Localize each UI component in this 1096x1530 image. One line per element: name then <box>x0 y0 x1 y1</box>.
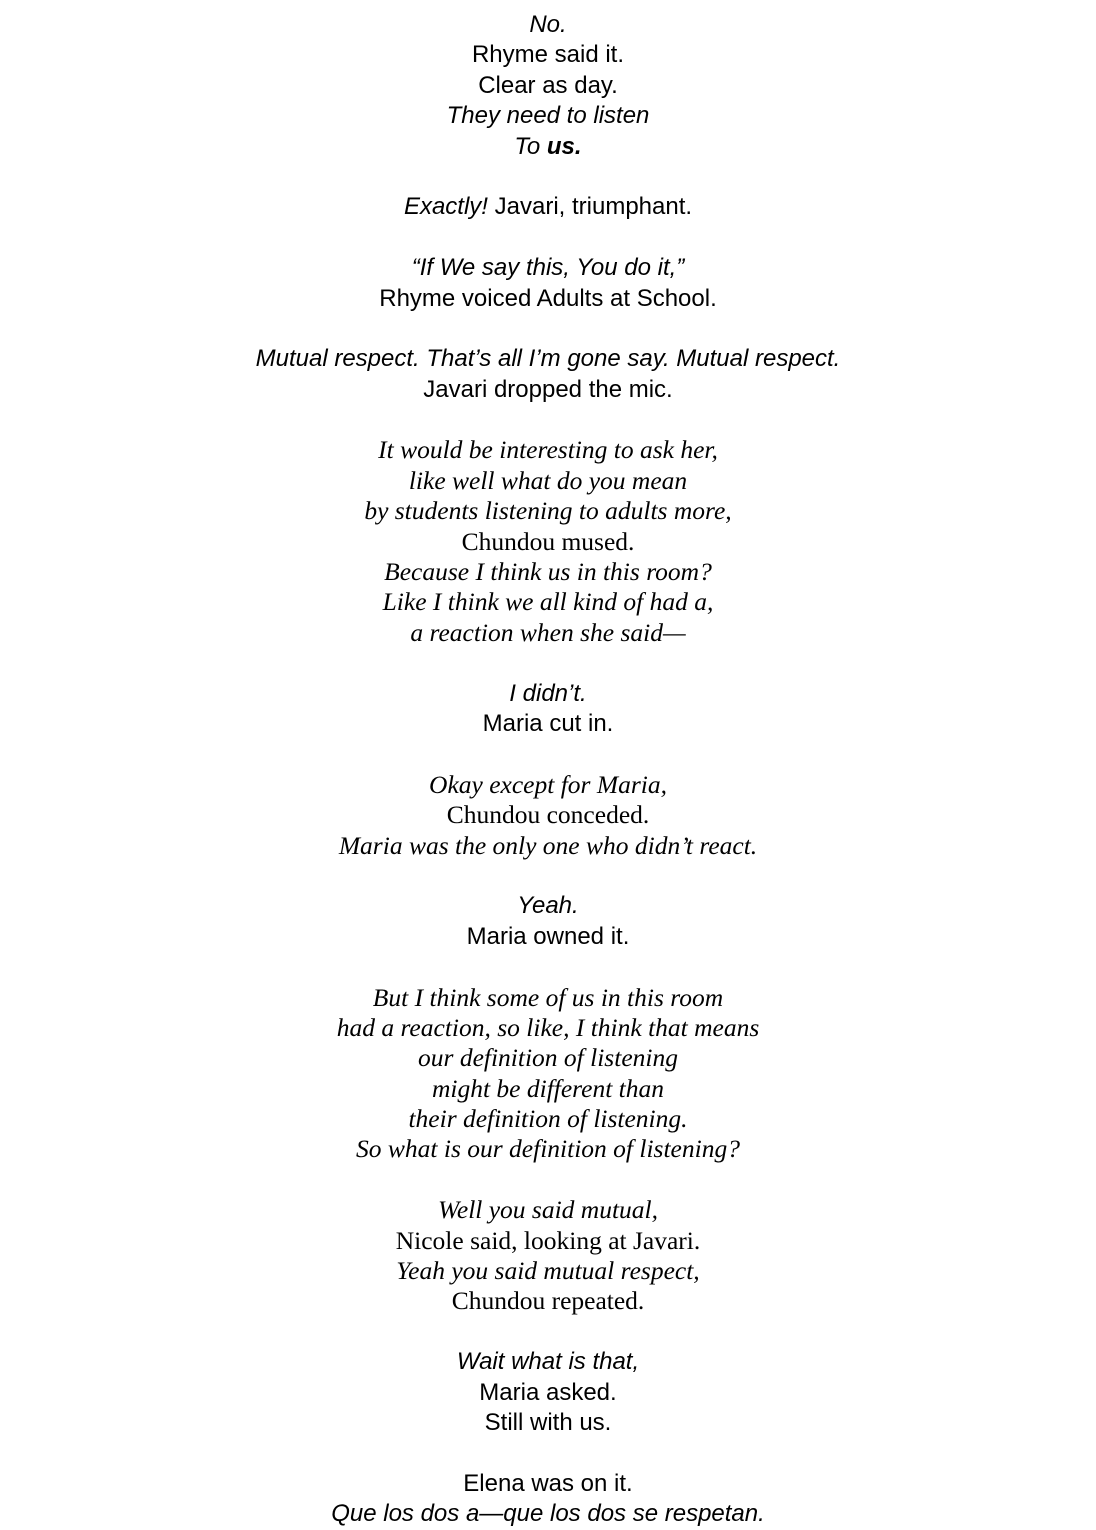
poem-line <box>0 891 1096 921</box>
poem-line <box>0 587 1096 617</box>
poem-line <box>0 1134 1096 1164</box>
poem-line <box>0 132 1096 162</box>
poem-line <box>0 344 1096 374</box>
poem-line <box>0 800 1096 830</box>
line-segment: They need to listen <box>446 102 650 130</box>
stanza <box>0 1469 1096 1530</box>
line-segment: Well you said mutual, <box>437 1195 659 1225</box>
line-segment: Chundou repeated. <box>451 1286 645 1316</box>
line-segment: by students listening to adults more, <box>364 496 732 526</box>
stanza <box>0 770 1096 861</box>
line-segment: “If We say this, You do it,” <box>411 254 685 282</box>
poem-line <box>0 101 1096 131</box>
line-segment: Yeah. <box>517 892 579 920</box>
line-segment: their definition of listening. <box>408 1104 688 1134</box>
line-segment: Javari, triumphant. <box>487 193 693 221</box>
stanza <box>0 679 1096 740</box>
poem-line <box>0 1408 1096 1438</box>
line-segment: Elena was on it. <box>463 1469 633 1497</box>
poem-line <box>0 1074 1096 1104</box>
poem-line <box>0 831 1096 861</box>
stanza <box>0 192 1096 222</box>
line-segment: No. <box>529 11 567 38</box>
line-segment: It would be interesting to ask her, <box>378 435 718 465</box>
poem-line <box>0 466 1096 496</box>
line-segment: our definition of listening <box>418 1043 678 1073</box>
stanza <box>0 10 1096 162</box>
poem-line <box>0 40 1096 70</box>
line-segment: Exactly! <box>403 193 488 221</box>
poem-line <box>0 1043 1096 1073</box>
poem-line <box>0 1286 1096 1316</box>
poem-line <box>0 1499 1096 1529</box>
poem-line <box>0 922 1096 952</box>
line-segment: might be different than <box>431 1073 665 1103</box>
line-segment: Chundou conceded. <box>446 800 650 830</box>
poem-document <box>0 10 1096 1530</box>
poem-line <box>0 71 1096 101</box>
poem-line <box>0 253 1096 283</box>
line-segment: Mutual respect. That’s all I’m gone say. Mutual respect. <box>255 345 841 373</box>
poem-line <box>0 983 1096 1013</box>
poem-line <box>0 618 1096 648</box>
poem-line <box>0 1104 1096 1134</box>
line-segment: I didn’t. <box>509 679 587 707</box>
line-segment: Because I think us in this room? <box>384 557 712 587</box>
line-segment: a reaction when she said— <box>410 617 686 647</box>
stanza <box>0 1347 1096 1438</box>
stanza <box>0 435 1096 648</box>
line-segment: Maria was the only one who didn’t react. <box>338 830 758 860</box>
line-segment: Maria owned it. <box>466 922 630 950</box>
poem-line <box>0 679 1096 709</box>
poem-line <box>0 1226 1096 1256</box>
poem-line <box>0 192 1096 222</box>
line-segment: Javari dropped the mic. <box>423 375 673 403</box>
line-segment: us. <box>546 132 582 160</box>
poem-line <box>0 10 1096 40</box>
line-segment: Okay except for Maria, <box>429 769 667 799</box>
line-segment: To <box>514 132 547 160</box>
line-segment: Clear as day. <box>478 71 618 99</box>
line-segment: Que los dos a—que los dos se respetan. <box>331 1500 765 1528</box>
poem-line <box>0 1347 1096 1377</box>
poem-line <box>0 496 1096 526</box>
line-segment: But I think some of us in this room <box>372 982 724 1012</box>
line-segment: Wait what is that, <box>456 1348 640 1376</box>
line-segment: Still with us. <box>484 1408 612 1436</box>
poem-line <box>0 284 1096 314</box>
stanza <box>0 344 1096 405</box>
line-segment: So what is our definition of listening? <box>356 1134 740 1164</box>
line-segment: Like I think we all kind of had a, <box>382 587 714 617</box>
line-segment: had a reaction, so like, I think that means <box>336 1012 760 1042</box>
stanza <box>0 983 1096 1165</box>
poem-line <box>0 709 1096 739</box>
line-segment: Nicole said, looking at Javari. <box>395 1225 701 1255</box>
poem-line <box>0 527 1096 557</box>
poem-line <box>0 557 1096 587</box>
stanza <box>0 1195 1096 1317</box>
line-segment: Chundou mused. <box>461 526 635 556</box>
stanza <box>0 253 1096 314</box>
poem-line <box>0 1195 1096 1225</box>
line-segment: Rhyme voiced Adults at School. <box>379 284 717 312</box>
poem-line <box>0 435 1096 465</box>
poem-line <box>0 375 1096 405</box>
line-segment: Yeah you said mutual respect, <box>396 1256 700 1286</box>
poem-line <box>0 1469 1096 1499</box>
line-segment: Maria asked. <box>479 1378 617 1406</box>
line-segment: Maria cut in. <box>482 709 614 737</box>
line-segment: Rhyme said it. <box>471 41 625 69</box>
line-segment: like well what do you mean <box>408 465 688 495</box>
stanza <box>0 891 1096 952</box>
poem-line <box>0 1013 1096 1043</box>
poem-line <box>0 1256 1096 1286</box>
poem-line <box>0 770 1096 800</box>
poem-line <box>0 1378 1096 1408</box>
